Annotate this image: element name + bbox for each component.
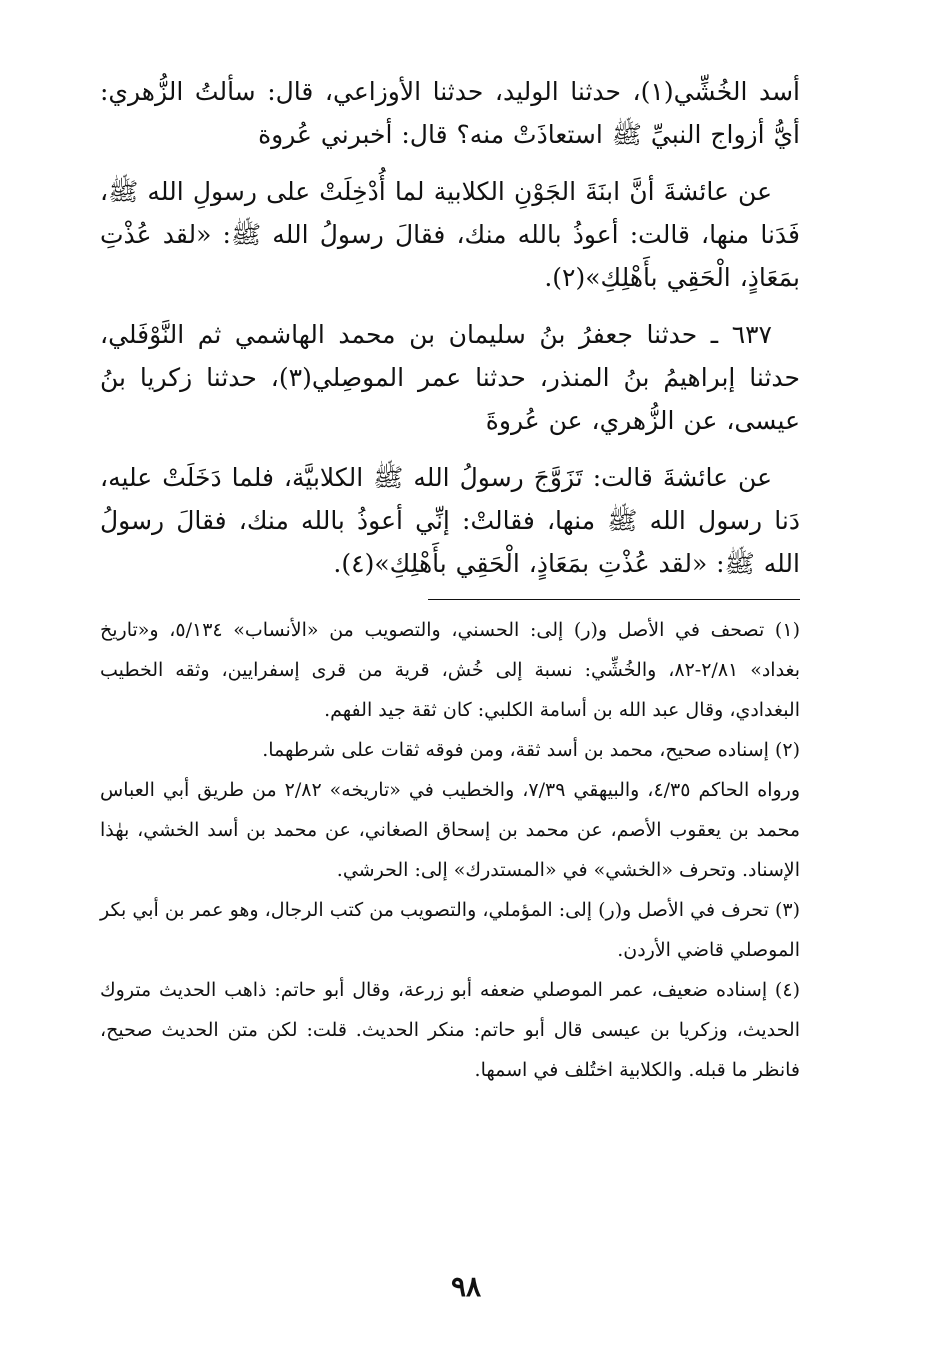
page-body xyxy=(100,70,800,1090)
footnote-4: (٤) إسناده ضعيف، عمر الموصلي ضعفه أبو زرعة، وقال أبو حاتم: ذاهب الحديث متروك الحديث، وزكريا بن عيسى قال أبو حاتم: منكر الحديث. قلت: لكن متن الحديث صحيح، فانظر ما قبله. والكلابية اختُلف في اسمها. xyxy=(100,979,800,1081)
footnote-3: (٣) تحرف في الأصل و(ر) إلى: المؤملي، والتصويب من كتب الرجال، وهو عمر بن أبي بكر الموصلي قاضي الأردن. xyxy=(100,899,800,961)
hadith-paragraph-1: أسد الخُشِّي(١)، حدثنا الوليد، حدثنا الأوزاعي، قال: سألتُ الزُّهري: أيُّ أزواج النبيِّ ﷺ استعاذَتْ منه؟ قال: أخبرني عُروة xyxy=(100,77,800,149)
hadith-paragraph-3: ٦٣٧ ـ حدثنا جعفرُ بنُ سليمان بن محمد الهاشمي ثم النَّوْفَلي، حدثنا إبراهيمُ بنُ المنذر، حدثنا عمر الموصِلي(٣)، حدثنا زكريا بنُ عيسى، عن الزُّهري، عن عُروةَ xyxy=(100,320,800,435)
hadith-paragraph-4: عن عائشةَ قالت: تَزَوَّجَ رسولُ الله ﷺ الكلابيَّة، فلما دَخَلَتْ عليه، دَنا رسول الله ﷺ منها، فقالتْ: إنِّي أعوذُ بالله منك، فقالَ رسولُ الله ﷺ: «لقد عُذْتِ بمَعَاذٍ، الْحَقِي بأَهْلِكِ»(٤). xyxy=(100,463,800,578)
footnote-2: (٢) إسناده صحيح، محمد بن أسد ثقة، ومن فوقه ثقات على شرطهما. xyxy=(262,739,800,761)
footnote-1: (١) تصحف في الأصل و(ر) إلى: الحسني، والتصويب من «الأنساب» ٥/١٣٤، و«تاريخ بغداد» ٢/٨١-٨٢، والخُشِّي: نسبة إلى خُش، قرية من قرى إسفرايين، وثقه الخطيب البغدادي، وقال عبد الله بن أسامة الكلبي: كان ثقة جيد الفهم. xyxy=(100,619,800,721)
hadith-paragraph-2: عن عائشةَ أنَّ ابنَةَ الجَوْنِ الكلابية لما أُدْخِلَتْ على رسولِ الله ﷺ، فَدَنا منها، قالت: أعوذُ بالله منك، فقالَ رسولُ الله ﷺ: «لقد عُذْتِ بمَعَاذٍ، الْحَقِي بأَهْلِكِ»(٢). xyxy=(100,177,800,292)
page-number: ٩٨ xyxy=(450,1270,482,1303)
footnote-divider xyxy=(428,599,800,600)
footnote-2-continued: ورواه الحاكم ٤/٣٥، والبيهقي ٧/٣٩، والخطيب في «تاريخه» ٢/٨٢ من طريق أبي العباس محمد بن يعقوب الأصم، عن محمد بن إسحاق الصغاني، عن محمد بن أسد الخشي، بهٰذا الإسناد. وتحرف «الخشي» في «المستدرك» إلى: الحرشي. xyxy=(100,779,800,881)
